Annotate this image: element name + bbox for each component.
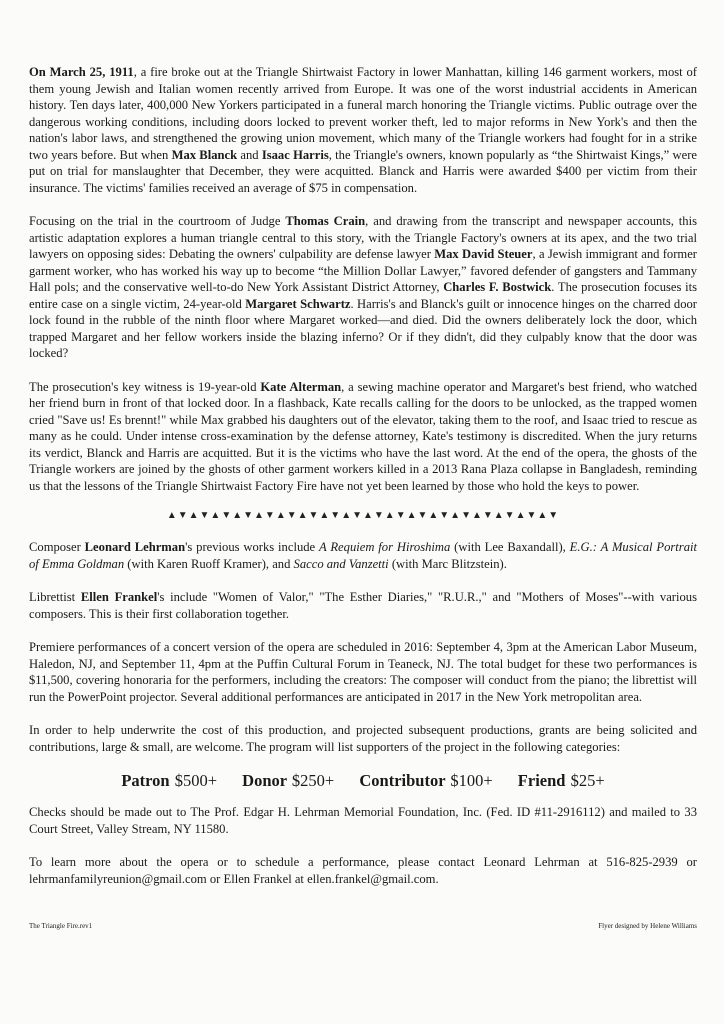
tier-donor: Donor $250+ (242, 771, 335, 790)
checks-paragraph: Checks should be made out to The Prof. Edgar H. Lehrman Memorial Foundation, Inc. (Fed. ID #11-2916112) and mailed to 33 Court Street, Valley Stream, NY 11580. (29, 805, 697, 836)
designer-credit: Flyer designed by Helene Williams (598, 922, 697, 930)
premiere-paragraph: Premiere performances of a concert version of the opera are scheduled in 2016: September 4, 3pm at the American Labor Museum, Haledon, NJ, and September 11, 4pm at the Puffin Cultural Forum in Teaneck, NJ. The total budget for these two performances is $11,500, covering honoraria for the performers, including the creators: The composer will conduct from the piano; the librettist will run the PowerPoint projector. Several additional performances are anticipated in 2017 in the New York metropolitan area. (29, 640, 697, 704)
composer-paragraph: Composer Leonard Lehrman's previous works include A Requiem for Hiroshima (with Lee Baxandall), E.G.: A Musical Portrait of Emma Goldman (with Karen Ruoff Kramer), and Sacco and Vanzetti (with Marc Blitzstein). (29, 540, 697, 571)
flyer-footer (29, 922, 697, 930)
contact-paragraph: To learn more about the opera or to schedule a performance, please contact Leonard Lehrman at 516-825-2939 or lehrmanfamilyreunion@gmail.com or Ellen Frankel at ellen.frankel@gmail.com. (29, 855, 697, 886)
triangle-divider: ▲▼▲▼▲▼▲▼▲▼▲▼▲▼▲▼▲▼▲▼▲▼▲▼▲▼▲▼▲▼▲▼▲▼▲▼ (166, 510, 560, 521)
donation-tiers (29, 771, 697, 791)
tier-friend: Friend $25+ (517, 771, 605, 790)
tier-contributor: Contributor $100+ (359, 771, 493, 790)
trial-paragraph: Focusing on the trial in the courtroom of Judge Thomas Crain, and drawing from the transcript and newspaper accounts, this artistic adaptation explores a human triangle central to this story, with the Triangle Factory's owners at its apex, and the two trial lawyers on opposing sides: Debating the owners' culpability are defense lawyer Max David Steuer, a Jewish immigrant and former garment worker, who has worked his way up to become “the Million Dollar Lawyer,” favored defender of gangsters and Tammany Hall pols; and the conservative well-to-do New York Assistant District Attorney, Charles F. Bostwick. The prosecution focuses its entire case on a single victim, 24-year-old Margaret Schwartz. Harris's and Blanck's guilt or innocence hinges on the charred door lock found in the rubble of the ninth floor where Margaret worked—and died. Did the owners deliberately lock the door, which trapped Margaret and her fellow workers inside the blazing inferno? Or if they didn't, did they culpably know that the door was locked? (29, 214, 698, 360)
witness-paragraph: The prosecution's key witness is 19-year-old Kate Alterman, a sewing machine operator and Margaret's best friend, who watched her friend burn in front of that locked door. In a flashback, Kate recalls calling for the doors to be unlocked, as the trapped women cried "Save us! Es brennt!" while Max grabbed his daughters out of the elevator, taking them to the roof, and Isaac tried to rescue as many as he could. Under intense cross-examination by the defense attorney, Kate's testimony is discredited. When the jury returns its verdict, Blanck and Harris are acquitted. But it is the victims who have the last word. At the end of the opera, the ghosts of the Triangle workers are joined by the ghosts of other garment workers killed in a 2013 Rana Plaza collapse in Bangladesh, reminding us that the lessons of the Triangle Shirtwaist Factory Fire have not yet been learned by those who hold the keys to power. (29, 379, 697, 493)
date-lead: On March 25, 1911 (29, 65, 134, 79)
intro-paragraph: On March 25, 1911, a fire broke out at the Triangle Shirtwaist Factory in lower Manhattan, killing 146 garment workers, most of them young Jewish and Italian women recently arrived from Europe. It was one of the worst industrial accidents in American history. Ten days later, 400,000 New Yorkers participated in a funeral march honoring the Triangle victims. Public outrage over the dangerous working conditions, including doors locked to prevent worker theft, led to major reforms in New York's and then the nation's labor laws, and strengthened the growing union movement, which many of the Triangle workers had fought for in a strike two years before. But when Max Blanck and Isaac Harris, the Triangle's owners, known popularly as “the Shirtwaist Kings,” were put on trial for manslaughter that December, they were acquitted. Blanck and Harris were awarded $400 per victim from their insurance. The victims' families received an average of $75 in compensation. (29, 65, 698, 195)
flyer-body (29, 64, 697, 887)
funding-paragraph: In order to help underwrite the cost of this production, and projected subsequent productions, grants are being solicited and contributions, large & small, are welcome. The program will list supporters of the project in the following categories: (29, 723, 697, 754)
tier-patron: Patron $500+ (121, 771, 218, 790)
file-label: The Triangle Fire.rev1 (29, 922, 93, 930)
librettist-paragraph: Librettist Ellen Frankel's include "Women of Valor," "The Esther Diaries," "R.U.R.," and "Mothers of Moses"--with various composers. This is their first collaboration together. (29, 590, 697, 621)
